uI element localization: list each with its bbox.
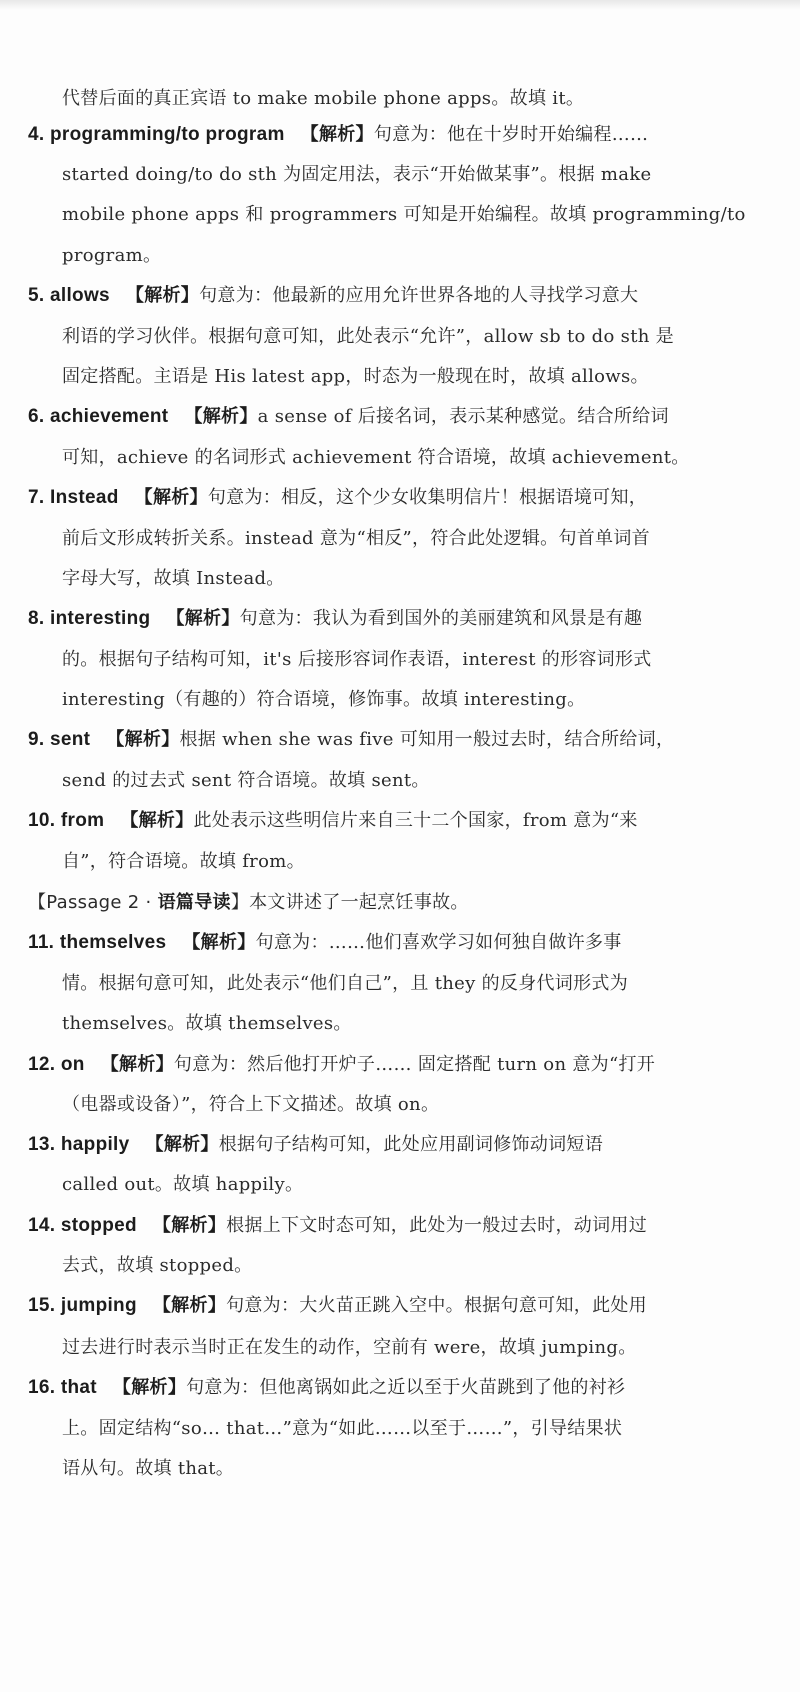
answer-item [28, 1130, 800, 1158]
analysis-text: 过去进行时表示当时正在发生的动作，空前有 were，故填 jumping。 [62, 1337, 637, 1358]
analysis-text: started doing/to do sth 为固定用法，表示“开始做某事”。根据 make [62, 164, 652, 185]
analysis-text: 句意为：他在十岁时开始编程…… [373, 124, 649, 145]
analysis-tag: 【解析】 [166, 608, 240, 629]
answer-item [28, 928, 800, 956]
answer-label: 4. programming/to program [28, 124, 285, 145]
answer-label: 11. themselves [28, 932, 167, 953]
analysis-tag: 【解析】 [106, 729, 180, 750]
continuation-line [62, 84, 800, 112]
analysis-continuation [62, 685, 800, 713]
answer-label: 13. happily [28, 1134, 130, 1155]
analysis-tag: 【解析】 [120, 810, 194, 831]
answer-label: 6. achievement [28, 406, 169, 427]
analysis-text: 此处表示这些明信片来自三十二个国家，from 意为“来 [193, 810, 638, 831]
answer-label: 14. stopped [28, 1215, 137, 1236]
answer-item [28, 281, 800, 309]
analysis-text: 情。根据句意可知，此处表示“他们自己”，且 they 的反身代词形式为 [62, 973, 628, 994]
analysis-tag: 【解析】 [134, 487, 208, 508]
answer-item [28, 806, 800, 834]
analysis-text: 上。固定结构“so… that…”意为“如此……以至于……”，引导结果状 [62, 1418, 623, 1439]
analysis-text: 句意为：相反，这个少女收集明信片！根据语境可知， [207, 487, 648, 508]
analysis-text: 字母大写，故填 Instead。 [62, 568, 285, 589]
analysis-tag: 【解析】 [152, 1215, 227, 1236]
analysis-text: program。 [62, 245, 162, 266]
answer-label: 16. that [28, 1377, 97, 1398]
analysis-continuation [62, 322, 800, 350]
analysis-text: 句意为：然后他打开炉子…… 固定搭配 turn on 意为“打开 [173, 1054, 656, 1075]
analysis-tag: 【解析】 [152, 1295, 227, 1316]
analysis-tag: 【解析】 [112, 1377, 187, 1398]
analysis-continuation [62, 1454, 800, 1482]
analysis-text: 固定搭配。主语是 His latest app，时态为一般现在时，故填 allows。 [62, 366, 649, 387]
analysis-text: 去式，故填 stopped。 [62, 1255, 253, 1276]
passage-summary: 本文讲述了一起烹饪事故。 [249, 892, 469, 913]
analysis-continuation [62, 1333, 800, 1361]
answer-label: 8. interesting [28, 608, 151, 629]
analysis-continuation [62, 564, 800, 592]
analysis-continuation [62, 443, 800, 471]
analysis-tag: 【解析】 [184, 406, 258, 427]
analysis-continuation [62, 1170, 800, 1198]
analysis-tag: 【解析】 [145, 1134, 219, 1155]
analysis-continuation [62, 1090, 800, 1118]
analysis-text: send 的过去式 sent 符合语境。故填 sent。 [62, 770, 430, 791]
analysis-text: called out。故填 happily。 [62, 1174, 304, 1195]
answer-item [28, 1373, 800, 1401]
analysis-text: 句意为：我认为看到国外的美丽建筑和风景是有趣 [239, 608, 643, 629]
analysis-continuation [62, 969, 800, 997]
passage-header [28, 888, 800, 916]
answer-item [28, 402, 800, 430]
answer-item [28, 1211, 800, 1239]
analysis-continuation [62, 847, 800, 875]
analysis-tag: 【解析】 [100, 1054, 174, 1075]
analysis-continuation [62, 1009, 800, 1037]
page-top-edge [0, 0, 800, 10]
analysis-text: 根据 when she was five 可知用一般过去时，结合所给词， [179, 729, 675, 750]
analysis-continuation [62, 1414, 800, 1442]
analysis-text: themselves。故填 themselves。 [62, 1013, 352, 1034]
answer-item [28, 483, 800, 511]
answer-label: 9. sent [28, 729, 91, 750]
passage-label: 【Passage 2 · [28, 892, 158, 913]
analysis-text: 语从句。故填 that。 [62, 1458, 235, 1479]
answer-label: 15. jumping [28, 1295, 137, 1316]
analysis-text: 句意为：但他离锅如此之近以至于火苗跳到了他的衬衫 [186, 1377, 626, 1398]
continuation-text: 代替后面的真正宾语 to make mobile phone apps。故填 it。 [62, 88, 585, 109]
answer-item [28, 1291, 800, 1319]
answer-label: 12. on [28, 1054, 85, 1075]
analysis-tag: 【解析】 [125, 285, 200, 306]
analysis-tag: 【解析】 [182, 932, 256, 953]
analysis-text: 的。根据句子结构可知，it's 后接形容词作表语，interest 的形容词形式 [62, 649, 652, 670]
analysis-text: 利语的学习伙伴。根据句意可知，此处表示“允许”，allow sb to do sth 是 [62, 326, 674, 347]
analysis-text: 句意为：大火苗正跳入空中。根据句意可知，此处用 [226, 1295, 647, 1316]
answer-label: 5. allows [28, 285, 110, 306]
answer-label: 10. from [28, 810, 105, 831]
analysis-text: 可知，achieve 的名词形式 achievement 符合语境，故填 achievement。 [62, 447, 690, 468]
analysis-continuation [62, 200, 800, 228]
analysis-text: a sense of 后接名词，表示某种感觉。结合所给词 [257, 406, 669, 427]
passage-bracket-close: 】 [230, 892, 250, 913]
answer-item [28, 725, 800, 753]
analysis-continuation [62, 241, 800, 269]
analysis-text: mobile phone apps 和 programmers 可知是开始编程。故填 programming/to [62, 204, 746, 225]
analysis-text: 根据上下文时态可知，此处为一般过去时，动词用过 [226, 1215, 647, 1236]
answer-item [28, 1050, 800, 1078]
analysis-continuation [62, 524, 800, 552]
analysis-text: 句意为：他最新的应用允许世界各地的人寻找学习意大 [199, 285, 639, 306]
analysis-text: 自”，符合语境。故填 from。 [62, 851, 305, 872]
analysis-text: 根据句子结构可知，此处应用副词修饰动词短语 [218, 1134, 604, 1155]
analysis-continuation [62, 160, 800, 188]
passage-guide-label: 语篇导读 [157, 892, 231, 913]
analysis-tag: 【解析】 [300, 124, 374, 145]
analysis-continuation [62, 766, 800, 794]
analysis-text: 前后文形成转折关系。instead 意为“相反”，符合此处逻辑。句首单词首 [62, 528, 650, 549]
analysis-continuation [62, 1251, 800, 1279]
answer-label: 7. Instead [28, 487, 119, 508]
analysis-continuation [62, 362, 800, 390]
analysis-text: interesting（有趣的）符合语境，修饰事。故填 interesting。 [62, 689, 586, 710]
answer-item [28, 120, 800, 148]
answer-item [28, 604, 800, 632]
analysis-text: 句意为：……他们喜欢学习如何独自做许多事 [255, 932, 622, 953]
analysis-continuation [62, 645, 800, 673]
analysis-text: （电器或设备）”，符合上下文描述。故填 on。 [62, 1094, 440, 1115]
